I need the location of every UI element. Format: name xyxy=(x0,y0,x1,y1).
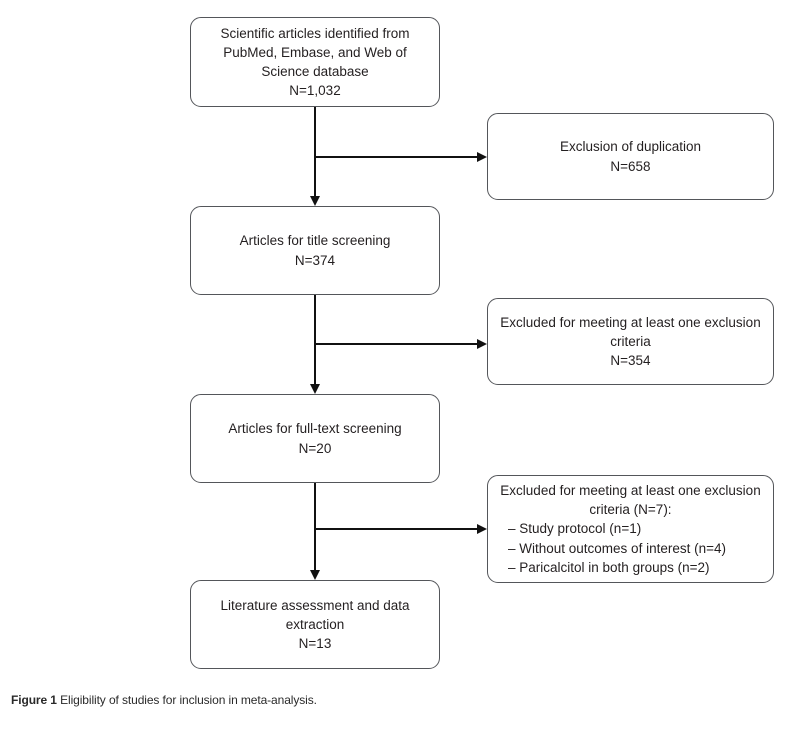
exclusion-reason-item: – Without outcomes of interest (n=4) xyxy=(508,540,726,556)
box-count: N=374 xyxy=(294,252,336,268)
connector-vertical-1 xyxy=(314,107,316,197)
box-text: Excluded for meeting at least one exclusion criteria xyxy=(500,314,761,349)
box-fulltext-screening xyxy=(190,394,440,483)
figure-caption-text: Eligibility of studies for inclusion in meta-analysis. xyxy=(60,693,317,707)
figure-caption xyxy=(11,693,317,707)
box-count: N=354 xyxy=(610,353,651,369)
exclusion-reason-item: – Paricalcitol in both groups (n=2) xyxy=(508,559,710,575)
box-count: N=13 xyxy=(298,636,332,652)
connector-horizontal-3 xyxy=(315,528,478,530)
box-count: N=20 xyxy=(298,440,332,456)
box-count: N=658 xyxy=(610,158,651,174)
figure-caption-label: Figure 1 xyxy=(11,693,57,707)
box-text: Literature assessment and data extraction xyxy=(220,597,410,632)
box-text: Exclusion of duplication xyxy=(559,139,702,155)
arrowhead-down-icon xyxy=(310,196,320,206)
box-exclusion-duplication xyxy=(487,113,774,200)
connector-vertical-3 xyxy=(314,483,316,571)
box-articles-identified xyxy=(190,17,440,107)
arrowhead-down-icon xyxy=(310,384,320,394)
box-count: N=1,032 xyxy=(289,83,341,99)
box-excluded-title-screening xyxy=(487,298,774,385)
arrowhead-down-icon xyxy=(310,570,320,580)
box-literature-assessment xyxy=(190,580,440,669)
arrowhead-right-icon xyxy=(477,339,487,349)
box-excluded-fulltext-screening xyxy=(487,475,774,583)
exclusion-reason-list xyxy=(496,519,765,576)
box-heading: Excluded for meeting at least one exclusion criteria (N=7): xyxy=(500,483,761,518)
exclusion-reason-item: – Study protocol (n=1) xyxy=(508,521,642,537)
connector-horizontal-1 xyxy=(315,156,478,158)
arrowhead-right-icon xyxy=(477,152,487,162)
connector-vertical-2 xyxy=(314,295,316,385)
box-text: Articles for full-text screening xyxy=(228,421,402,437)
connector-horizontal-2 xyxy=(315,343,478,345)
box-text: Scientific articles identified from PubMed, Embase, and Web of Science database xyxy=(220,25,410,79)
box-title-screening xyxy=(190,206,440,295)
box-text: Articles for title screening xyxy=(239,233,391,249)
arrowhead-right-icon xyxy=(477,524,487,534)
